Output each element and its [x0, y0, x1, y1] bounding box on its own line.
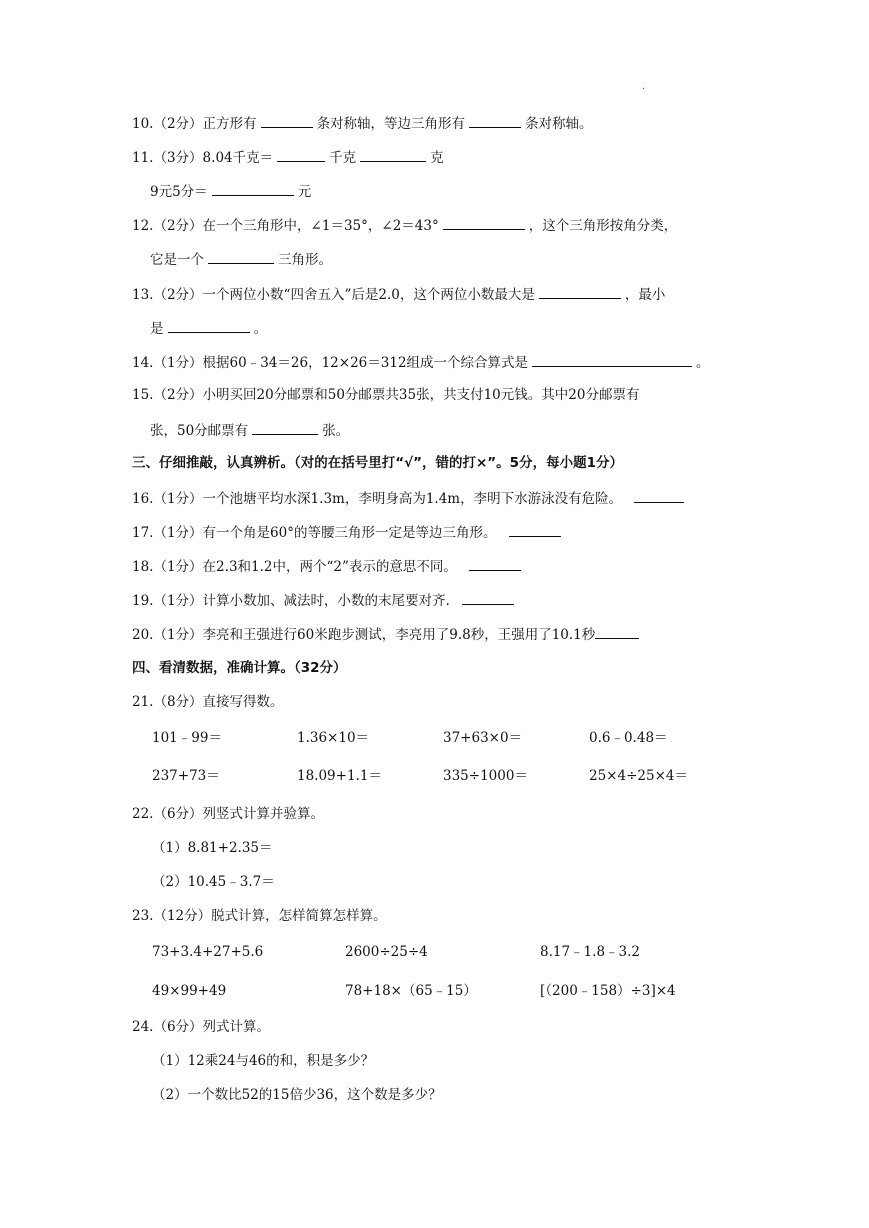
- question-20: [132, 624, 643, 644]
- q14-text-a: 14.（1分）根据60﹣34＝26，12×26＝312组成一个综合算式是: [132, 355, 529, 371]
- q11-text-e: 元: [297, 184, 312, 200]
- q11-blank-1[interactable]: [277, 147, 325, 162]
- q13-text-d: 。: [253, 321, 267, 337]
- question-13: [132, 284, 665, 304]
- q19-text: 19.（1分）计算小数加、减法时，小数的末尾要对齐.: [132, 593, 450, 609]
- q12-text-b: ，这个三角形按角分类，: [528, 218, 678, 234]
- q14-text-b: 。: [696, 355, 710, 371]
- q24-part-1: （1）12乘24与46的和，积是多少？: [152, 1053, 375, 1069]
- q20-blank[interactable]: [595, 624, 639, 639]
- q18-blank[interactable]: [469, 556, 521, 571]
- q12-text-d: 三角形。: [278, 252, 332, 268]
- q23-item: 2600÷25÷4: [345, 944, 428, 960]
- q10-text-c: 条对称轴。: [525, 116, 593, 132]
- question-16: [132, 488, 688, 508]
- q23-item: 73+3.4+27+5.6: [152, 944, 264, 960]
- q11-text-a: 11.（3分）8.04千克＝: [132, 150, 274, 166]
- q21-item: 1.36×10＝: [297, 730, 370, 746]
- q14-blank-1[interactable]: [532, 352, 692, 367]
- question-22-title: 22.（6分）列竖式计算并验算。: [132, 806, 325, 822]
- q11-blank-2[interactable]: [360, 147, 426, 162]
- q21-item: 0.6﹣0.48＝: [589, 730, 668, 746]
- q15-text-c: 张。: [322, 423, 350, 439]
- q11-text-b: 千克: [329, 150, 357, 166]
- q18-text: 18.（1分）在2.3和1.2中，两个“2”表示的意思不同。: [132, 559, 457, 575]
- question-12-line-2: [150, 249, 332, 269]
- q23-item: 8.17﹣1.8﹣3.2: [540, 944, 640, 960]
- q20-text: 20.（1分）李亮和王强进行60米跑步测试，李亮用了9.8秒，王强用了10.1秒: [132, 627, 596, 643]
- q12-blank-2[interactable]: [208, 249, 274, 264]
- q21-item: 25×4÷25×4＝: [589, 768, 688, 784]
- q15-blank-1[interactable]: [252, 420, 318, 435]
- q13-text-a: 13.（2分）一个两位小数“四舍五入”后是2.0，这个两位小数最大是: [132, 287, 535, 303]
- question-11: [132, 147, 444, 167]
- q13-text-b: ，最小: [624, 287, 666, 303]
- question-12: [132, 215, 677, 235]
- section-4-heading: 四、看清数据，准确计算。（32分）: [132, 660, 347, 676]
- q21-item: 335÷1000＝: [443, 768, 528, 784]
- q11-text-c: 克: [430, 150, 444, 166]
- q11-text-d: 9元5分＝: [150, 184, 208, 200]
- q23-item: 78+18×（65﹣15）: [345, 983, 477, 999]
- question-23-title: 23.（12分）脱式计算，怎样简算怎样算。: [132, 908, 387, 924]
- question-11-line-2: [150, 181, 311, 201]
- q13-blank-2[interactable]: [168, 318, 250, 333]
- q10-blank-1[interactable]: [261, 113, 313, 128]
- q22-part-1: （1）8.81+2.35＝: [152, 840, 273, 856]
- q12-blank-1[interactable]: [443, 215, 525, 230]
- q21-item: 18.09+1.1＝: [297, 768, 382, 784]
- q15-text-b: 张，50分邮票有: [150, 423, 249, 439]
- q10-text-a: 10.（2分）正方形有: [132, 116, 257, 132]
- q16-blank[interactable]: [634, 488, 684, 503]
- q22-part-2: （2）10.45﹣3.7＝: [152, 874, 275, 890]
- q15-text-a: 15.（2分）小明买回20分邮票和50分邮票共35张，共支付10元钱。其中20分邮票有: [132, 387, 640, 403]
- question-15: [132, 386, 639, 404]
- q17-blank[interactable]: [509, 522, 561, 537]
- question-24-title: 24.（6分）列式计算。: [132, 1019, 271, 1035]
- q12-text-a: 12.（2分）在一个三角形中，∠1＝35°，∠2＝43°: [132, 218, 439, 234]
- q21-item: 101﹣99＝: [152, 730, 222, 746]
- question-18: [132, 556, 525, 576]
- q23-item: 49×99+49: [152, 983, 227, 999]
- q17-text: 17.（1分）有一个角是60°的等腰三角形一定是等边三角形。: [132, 525, 497, 541]
- question-13-line-2: [150, 318, 267, 338]
- q12-text-c: 它是一个: [150, 252, 204, 268]
- q13-text-c: 是: [150, 321, 164, 337]
- question-19: [132, 590, 518, 610]
- q16-text: 16.（1分）一个池塘平均水深1.3m，李明身高为1.4m，李明下水游泳没有危险。: [132, 491, 623, 507]
- q10-text-b: 条对称轴，等边三角形有: [316, 116, 466, 132]
- q23-item: [（200﹣158）÷3]×4: [540, 983, 676, 999]
- q21-item: 237+73＝: [152, 768, 220, 784]
- question-15-line-2: [150, 420, 349, 440]
- q13-blank-1[interactable]: [539, 284, 621, 299]
- q24-part-2: （2）一个数比52的15倍少36，这个数是多少？: [152, 1087, 442, 1103]
- q11-blank-3[interactable]: [212, 181, 294, 196]
- page-dot: ·: [642, 84, 646, 95]
- section-3-heading: 三、仔细推敲，认真辨析。（对的在括号里打“√”，错的打×”。5分，每小题1分）: [132, 455, 623, 471]
- q21-item: 37+63×0＝: [443, 730, 523, 746]
- q10-blank-2[interactable]: [469, 113, 521, 128]
- question-10: [132, 113, 593, 133]
- question-21-title: 21.（8分）直接写得数。: [132, 694, 284, 710]
- question-14: [132, 352, 710, 372]
- q19-blank[interactable]: [462, 590, 514, 605]
- question-17: [132, 522, 565, 542]
